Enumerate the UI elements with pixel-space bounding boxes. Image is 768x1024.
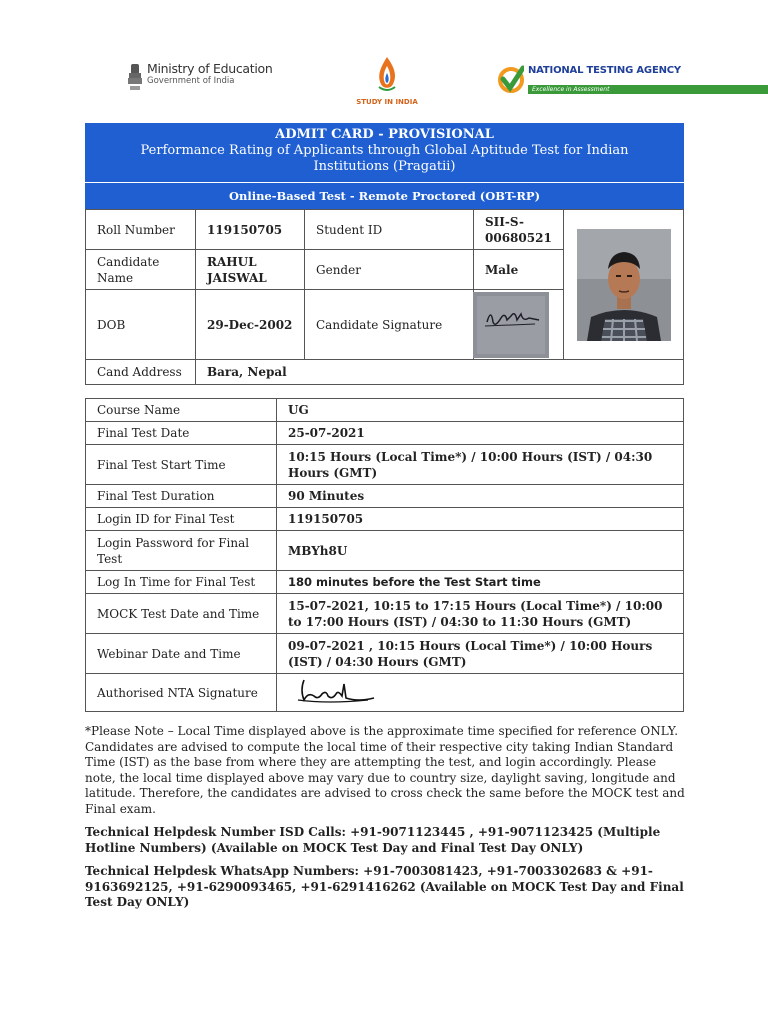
webinar-value: 09-07-2021 , 10:15 Hours (Local Time*) / 10:00 Hours (IST) / 04:30 Hours (GMT) <box>277 634 684 674</box>
mock-test-value: 15-07-2021, 10:15 to 17:15 Hours (Local Time*) / 10:00 to 17:00 Hours (IST) / 04:30 to 11:30 Hours (GMT) <box>277 594 684 634</box>
login-password-label: Login Password for Final Test <box>86 531 277 571</box>
address-label: Cand Address <box>86 360 196 385</box>
dob-label: DOB <box>86 290 196 360</box>
login-time-value: 180 minutes before the Test Start time <box>277 571 684 594</box>
course-name-value: UG <box>277 399 684 422</box>
admit-card-title: ADMIT CARD - PROVISIONAL <box>275 127 494 142</box>
duration-label: Final Test Duration <box>86 485 277 508</box>
login-password-value: MBYh8U <box>277 531 684 571</box>
candidate-photo <box>577 229 671 341</box>
address-value: Bara, Nepal <box>196 360 684 385</box>
start-time-value: 10:15 Hours (Local Time*) / 10:00 Hours (IST) / 04:30 Hours (GMT) <box>277 445 684 485</box>
test-mode-banner: Online-Based Test - Remote Proctored (OBT-RP) <box>85 183 684 209</box>
national-emblem-icon <box>126 62 144 94</box>
gender-label: Gender <box>305 250 474 290</box>
flame-icon <box>375 56 399 94</box>
login-id-value: 119150705 <box>277 508 684 531</box>
candidate-name-label: Candidate Name <box>86 250 196 290</box>
candidate-details-table <box>85 209 684 385</box>
admit-card-banner <box>85 123 684 182</box>
candidate-signature-image <box>473 292 549 358</box>
student-id-value: SII-S-00680521 <box>474 210 564 250</box>
exam-details-table <box>85 398 684 712</box>
roll-number-label: Roll Number <box>86 210 196 250</box>
local-time-note: *Please Note – Local Time displayed above is the approximate time specified for reference ONLY. Candidates are advised to compute the local time of their respective city taking Indian Standard Time (IST) as the base from where they are attempting the test, and login accordingly. Please note, the local time displayed above may vary due to country size, daylight saving, longitude and latitude. Therefore, the candidates are advised to cross check the same before the MOCK test and Final exam. <box>85 724 685 816</box>
nta-name: NATIONAL TESTING AGENCY <box>528 65 681 76</box>
dob-value: 29-Dec-2002 <box>196 290 305 360</box>
helpdesk-whatsapp-note: Technical Helpdesk WhatsApp Numbers: +91-7003081423, +91-7003302683 & +91-9163692125, +91-6290093465, +91-6291416262 (Available on MOCK Test Day and Final Test Day ONLY) <box>85 864 684 909</box>
photo-cell <box>564 210 684 360</box>
nta-signature-label: Authorised NTA Signature <box>86 674 277 712</box>
duration-value: 90 Minutes <box>277 485 684 508</box>
nta-check-icon <box>498 62 524 98</box>
gender-value: Male <box>474 250 564 290</box>
government-name: Government of India <box>147 76 235 86</box>
mock-test-label: MOCK Test Date and Time <box>86 594 277 634</box>
webinar-label: Webinar Date and Time <box>86 634 277 674</box>
nta-logo <box>498 62 768 98</box>
exam-full-name: Performance Rating of Applicants through Global Aptitude Test for Indian Institutions (Pragatii) <box>140 143 629 174</box>
final-test-date-value: 25-07-2021 <box>277 422 684 445</box>
course-name-label: Course Name <box>86 399 277 422</box>
student-id-label: Student ID <box>305 210 474 250</box>
final-test-date-label: Final Test Date <box>86 422 277 445</box>
roll-number-value: 119150705 <box>196 210 305 250</box>
login-time-label: Log In Time for Final Test <box>86 571 277 594</box>
nta-signature-image <box>288 676 378 706</box>
candidate-signature-cell <box>474 290 564 360</box>
header-logos <box>0 0 768 120</box>
helpdesk-isd-note: Technical Helpdesk Number ISD Calls: +91-9071123445 , +91-9071123425 (Multiple Hotline Numbers) (Available on MOCK Test Day and Final Test Day ONLY) <box>85 825 661 855</box>
study-in-india-logo <box>356 56 418 106</box>
ministry-name: Ministry of Education <box>147 61 273 76</box>
start-time-label: Final Test Start Time <box>86 445 277 485</box>
login-id-label: Login ID for Final Test <box>86 508 277 531</box>
candidate-signature-label: Candidate Signature <box>305 290 474 360</box>
instructions-notes <box>85 724 685 919</box>
nta-tagline: Excellence in Assessment <box>528 85 768 94</box>
candidate-name-value: RAHUL JAISWAL <box>196 250 305 290</box>
nta-signature-cell <box>277 674 684 712</box>
study-in-india-caption: STUDY IN INDIA <box>356 98 418 106</box>
